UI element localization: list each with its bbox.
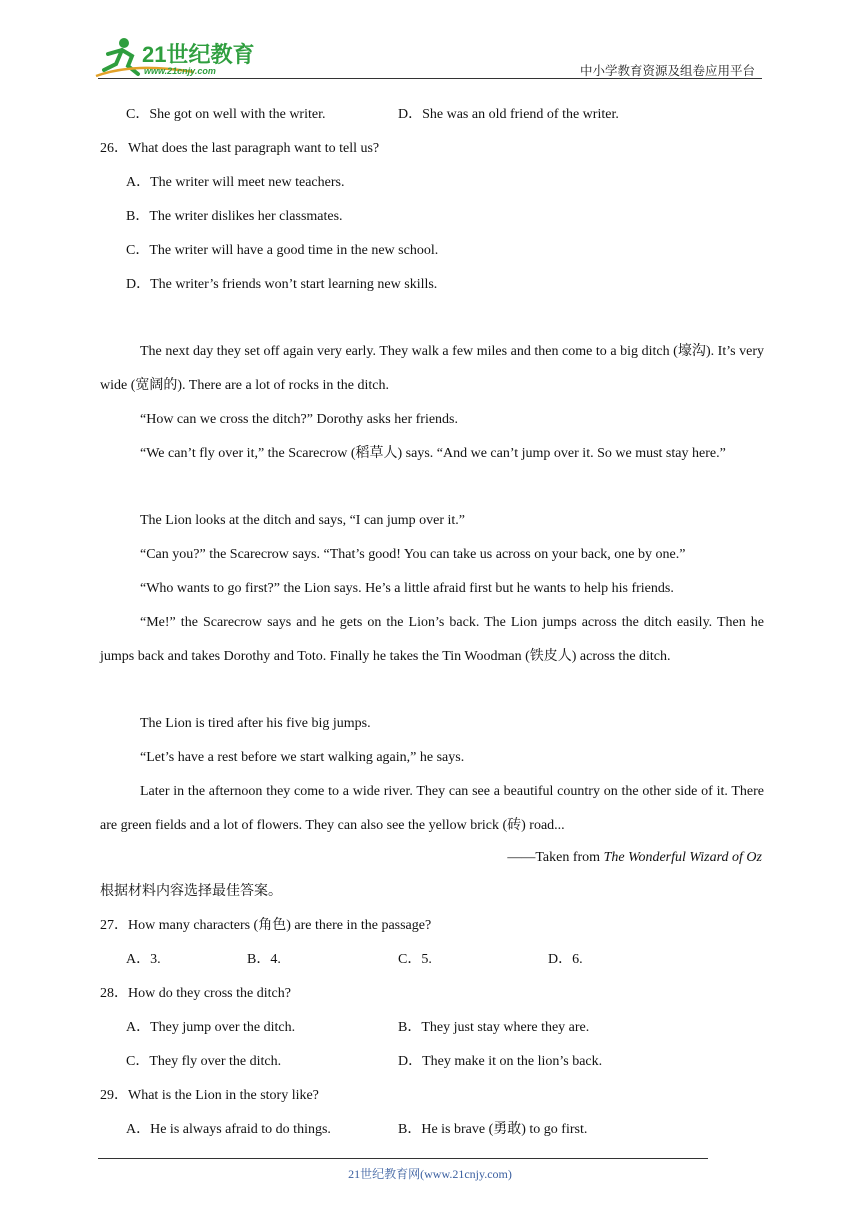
passage-paragraph: “How can we cross the ditch?” Dorothy asks her friends. bbox=[140, 412, 459, 427]
q26-stem: 26．What does the last paragraph want to tell us? bbox=[100, 141, 380, 156]
q28-option-a: A．They jump over the ditch. bbox=[126, 1020, 296, 1035]
q27-option-c: C．5. bbox=[398, 952, 432, 967]
passage-paragraph: “We can’t fly over it,” the Scarecrow (稻草人) says. “And we can’t jump over it. So we must stay here.” bbox=[140, 446, 726, 461]
passage-source bbox=[507, 849, 762, 867]
q29-option-b: B．He is brave (勇敢) to go first. bbox=[398, 1122, 588, 1137]
passage-paragraph: Later in the afternoon they come to a wide river. They can see a beautiful country on the other side of it. There are green fields and a lot of flowers. They can also see the yellow brick (砖) road... bbox=[100, 784, 764, 833]
q25-option-d: D．She was an old friend of the writer. bbox=[398, 107, 619, 122]
q26-option-b: B．The writer dislikes her classmates. bbox=[126, 209, 343, 224]
footer-text: 21世纪教育网(www.21cnjy.com) bbox=[348, 1167, 512, 1181]
q26-option-d: D．The writer’s friends won’t start learning new skills. bbox=[126, 277, 438, 292]
runner-icon bbox=[94, 36, 264, 78]
q26-option-c: C．The writer will have a good time in the new school. bbox=[126, 243, 439, 258]
q27-option-a: A．3. bbox=[126, 952, 161, 967]
q25-option-c: C．She got on well with the writer. bbox=[126, 107, 326, 122]
passage-paragraph: The Lion looks at the ditch and says, “I can jump over it.” bbox=[140, 513, 466, 528]
q28-option-c: C．They fly over the ditch. bbox=[126, 1054, 282, 1069]
q28-option-b: B．They just stay where they are. bbox=[398, 1020, 590, 1035]
footer-divider bbox=[98, 1158, 708, 1159]
q26-option-a: A．The writer will meet new teachers. bbox=[126, 175, 345, 190]
instruction-text: 根据材料内容选择最佳答案。 bbox=[100, 884, 282, 899]
passage-paragraph: “Can you?” the Scarecrow says. “That’s good! You can take us across on your back, one by one.” bbox=[140, 547, 686, 562]
q28-option-d: D．They make it on the lion’s back. bbox=[398, 1054, 603, 1069]
passage-paragraph: “Let’s have a rest before we start walking again,” he says. bbox=[140, 750, 465, 765]
logo-url: www.21cnjy.com bbox=[144, 66, 216, 76]
site-logo bbox=[94, 36, 264, 78]
header-platform-name: 中小学教育资源及组卷应用平台 bbox=[579, 64, 755, 78]
q27-stem: 27．How many characters (角色) are there in the passage? bbox=[100, 918, 432, 933]
q27-option-d: D．6. bbox=[548, 952, 583, 967]
source-title: The Wonderful Wizard of Oz bbox=[603, 850, 762, 865]
passage-paragraph: “Who wants to go first?” the Lion says. He’s a little afraid first but he wants to help his friends. bbox=[140, 581, 674, 596]
passage-paragraph: The Lion is tired after his five big jumps. bbox=[140, 716, 371, 731]
q28-stem: 28．How do they cross the ditch? bbox=[100, 986, 291, 1001]
header-divider bbox=[98, 78, 762, 79]
logo-text: 21世纪教育 bbox=[142, 42, 255, 67]
q27-option-b: B．4. bbox=[247, 952, 281, 967]
passage-paragraph: The next day they set off again very early. They walk a few miles and then come to a big ditch (壕沟). It’s very wide (宽阔的). There are a lot of rocks in the ditch. bbox=[100, 344, 764, 393]
passage-paragraph: “Me!” the Scarecrow says and he gets on the Lion’s back. The Lion jumps across the ditch easily. Then he jumps back and takes Dorothy and Toto. Finally he takes the Tin Woodman (铁皮人) across the ditch. bbox=[100, 615, 764, 664]
q29-stem: 29．What is the Lion in the story like? bbox=[100, 1088, 319, 1103]
q29-option-a: A．He is always afraid to do things. bbox=[126, 1122, 331, 1137]
source-prefix: ——Taken from bbox=[507, 850, 604, 865]
